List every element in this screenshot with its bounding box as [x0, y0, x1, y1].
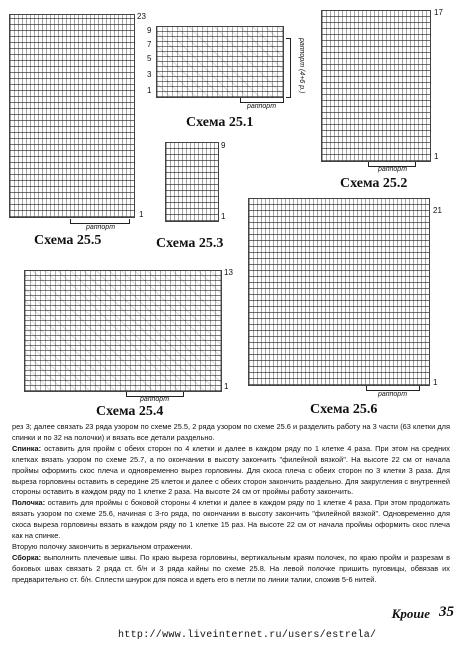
chart-25-1-rapport: раппорт: [247, 103, 277, 110]
paragraph-polochka: [12, 498, 450, 542]
chart-25-1-side-rapport: раппорт (4+6 р.): [298, 38, 305, 94]
chart-25-5-title: Схема 25.5: [34, 233, 102, 248]
sborka-text: выполнить плечевые швы. По краю выреза горловины, вертикальным краям полочек, по краю пройм и разрезам в боковых швах связать 2 ряда ст. б/н и 3 ряда кайны по схеме 25.8. На левой полочке пришить пуговицы, обвязав их предварительно ст. б/н. Сплести шнурок для пояса и вдеть его в петли по линии талии, сложив 5-6 нитей.: [12, 552, 450, 584]
spinka-label: Спинка:: [12, 443, 42, 453]
chart-25-2-row-bottom: 1: [434, 152, 439, 161]
paragraph-sborka: [12, 553, 450, 586]
spinka-text: оставить для пройм с обеих сторон по 4 клетки и далее в каждом ряду по 1 клетке 4 раза. При этом на средних клетках вязать узором по схеме 25.7, а по окончании в высоту закончить "филейной вязкой". На высоте 22 см от начала проймы оформить скос плеча и одновременно вырез горловины. Для скоса плеча с обеих сторон по 3 клетки 3 раза. Для выреза горловины оставить в середине 25 клеток и далее с обеих сторон закончить раздельно. Для закругления с внутренней стороны оставить в каждом ряду по 1 клетке 2 раза. На высоте 24 см от проймы работу закончить.: [12, 443, 450, 497]
chart-25-1-row-1: 1: [147, 86, 152, 95]
chart-25-1-row-9: 9: [147, 26, 152, 35]
chart-25-2-rapport: раппорт: [378, 166, 408, 173]
polochka-label: Полочка:: [12, 498, 46, 508]
chart-25-2-title: Схема 25.2: [340, 176, 408, 191]
paragraph-intro: рез 3; далее связать 23 ряда узором по схеме 25.5, 2 ряда узором по схеме 25.6 и разделить работу на 3 части (63 клетки для спинки и по 32 на полочки) и вязать все детали раздельно.: [12, 422, 450, 442]
chart-25-5-row-bottom: 1: [139, 210, 144, 219]
chart-25-5-row-top: 23: [137, 12, 146, 21]
chart-25-6-title: Схема 25.6: [310, 402, 378, 417]
chart-25-1: [156, 26, 284, 98]
chart-25-6-row-top: 21: [433, 206, 442, 215]
paragraph-mirror: Вторую полочку закончить в зеркальном отражении.: [12, 541, 193, 551]
chart-25-3-row-bottom: 1: [221, 212, 226, 221]
chart-25-4-row-bottom: 1: [224, 382, 229, 391]
chart-25-1-row-3: 3: [147, 70, 152, 79]
chart-25-1-side-bracket: [286, 38, 291, 98]
chart-25-4: [24, 270, 222, 392]
chart-25-6-row-bottom: 1: [433, 378, 438, 387]
chart-25-1-row-7: 7: [147, 40, 152, 49]
chart-25-1-row-5: 5: [147, 54, 152, 63]
chart-25-3: [165, 142, 219, 222]
chart-25-3-title: Схема 25.3: [156, 236, 224, 251]
chart-25-2: [321, 10, 431, 162]
chart-25-2-row-top: 17: [434, 8, 443, 17]
chart-25-4-title: Схема 25.4: [96, 404, 164, 419]
sborka-label: Сборка:: [12, 552, 42, 562]
chart-25-6-rapport: раппорт: [378, 391, 408, 398]
polochka-text: оставить для проймы с боковой стороны 4 клетки и далее в каждом ряду по 1 клетке 4 раза. При этом продолжать вязать узором по схеме 25.6, начиная с 3-го ряда, по окончании в высоту закончить "филейной вязкой". Одновременно для скоса выреза горловины вязать в каждом ряду по 1 клетке 15 раз. На высоте 22 см от начала проймы оформить скос плеча как на спинке.: [12, 498, 450, 541]
instructions-text: [12, 422, 450, 586]
source-url: http://www.liveinternet.ru/users/estrela/: [118, 630, 377, 641]
chart-25-6: [248, 198, 430, 386]
chart-25-5-rapport: раппорт: [86, 224, 116, 231]
magazine-brand: Кроше: [391, 606, 430, 621]
chart-25-3-row-top: 9: [221, 141, 226, 150]
chart-25-4-row-top: 13: [224, 268, 233, 277]
paragraph-spinka: [12, 444, 450, 499]
page-number: 35: [439, 604, 454, 620]
chart-25-5: [9, 14, 135, 218]
chart-25-4-rapport: раппорт: [140, 396, 170, 403]
chart-25-1-title: Схема 25.1: [186, 115, 254, 130]
